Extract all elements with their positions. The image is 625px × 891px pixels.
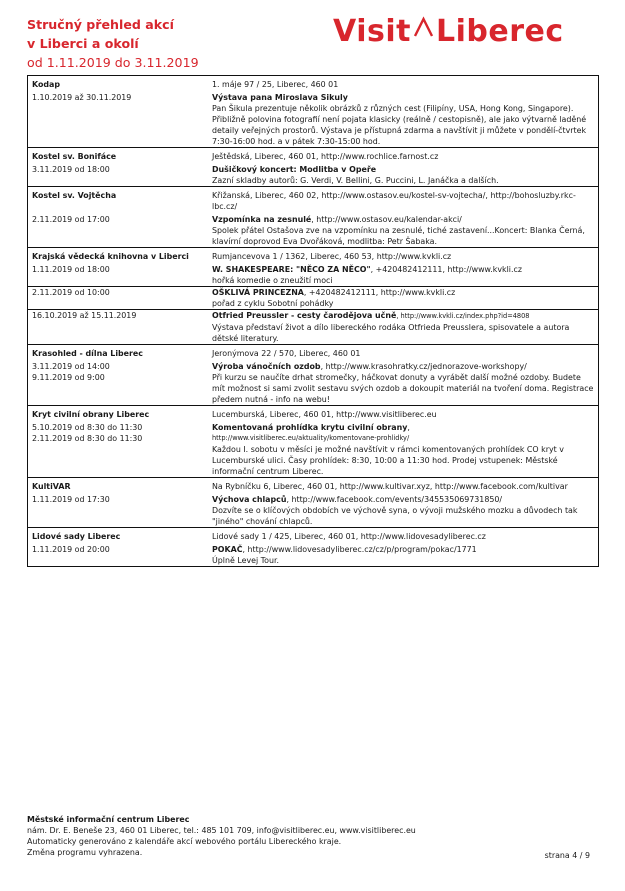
venue-row	[28, 478, 599, 495]
event-title: Výchova chlapců	[212, 495, 287, 504]
event-title: W. SHAKESPEARE: "NĚCO ZA NĚCO"	[212, 265, 371, 274]
event-info-cell	[208, 214, 599, 248]
venue-name-cell	[28, 478, 209, 495]
event-title-line	[212, 494, 594, 505]
event-description: Pan Šikula prezentuje několik obrázků z různých cest (Filipíny, USA, Hong Kong, Singapore). Přibližně polovina fotografií není pojata klasicky (reálně / cestopisně), ale jako výtvarně laděné detaily veřejných prostorů. Výstava je přístupná zdarma a navštívit ji můžete v pondělí-čtvrtek 7:30-16:00 hod. a v pátek 7:30-15:00 hod.	[212, 104, 587, 146]
venue-name: Krajská vědecká knihovna v Liberci	[32, 252, 189, 261]
venue-address-cell	[208, 248, 599, 265]
event-title-line	[212, 264, 594, 275]
event-contact: , http://www.lidovesadyliberec.cz/cz/p/program/pokac/1771	[242, 545, 477, 554]
event-info-cell	[208, 422, 599, 478]
event-date: 5.10.2019 od 8:30 do 11:30	[32, 423, 143, 432]
title-line-2: v Liberci a okolí	[27, 36, 139, 51]
event-title-line	[212, 164, 594, 175]
venue-row	[28, 187, 599, 215]
venue-address: Křižanská, Liberec, 460 02, http://www.ostasov.eu/kostel-sv-vojtecha/, http://bohosluzby.rkc-lbc.cz/	[212, 191, 576, 211]
venue-name: Krasohled - dílna Liberec	[32, 349, 143, 358]
title-line-1: Stručný přehled akcí	[27, 17, 174, 32]
event-row	[28, 422, 599, 478]
event-title: POKAČ	[212, 545, 243, 554]
event-title-line	[212, 422, 594, 433]
venue-row	[28, 76, 599, 93]
event-date-cell	[28, 214, 209, 248]
event-description: Úplně Levej Tour.	[212, 556, 280, 565]
event-info-cell	[208, 287, 599, 310]
event-date-secondary: 2.11.2019 od 8:30 do 11:30	[32, 434, 143, 443]
event-date-cell	[28, 544, 209, 567]
venue-address-cell	[208, 76, 599, 93]
footer-disclaimer: Změna programu vyhrazena.	[27, 848, 143, 857]
event-title-line	[212, 214, 594, 225]
venue-row	[28, 248, 599, 265]
event-contact: , +420482412111, http://www.kvkli.cz	[303, 288, 456, 297]
venue-address: 1. máje 97 / 25, Liberec, 460 01	[212, 80, 339, 89]
event-date: 3.11.2019 od 18:00	[32, 165, 110, 174]
event-description: Výstava představí život a dílo libereckého rodáka Otfrieda Preusslera, spisovatele a autora dětské literatury.	[212, 323, 570, 343]
footer-contact: nám. Dr. E. Beneše 23, 460 01 Liberec, tel.: 485 101 709, info@visitliberec.eu, www.visitliberec.eu	[27, 826, 416, 835]
venue-address-cell	[208, 187, 599, 215]
event-description: Zazní skladby autorů: G. Verdi, V. Bellini, G. Puccini, L. Janáčka a dalších.	[212, 176, 499, 185]
event-date: 1.11.2019 od 20:00	[32, 545, 110, 554]
event-title-line	[212, 310, 594, 322]
event-date-cell	[28, 310, 209, 345]
venue-name-cell	[28, 406, 209, 423]
event-date: 3.11.2019 od 14:00	[32, 362, 110, 371]
event-info-cell	[208, 164, 599, 187]
event-title: Komentovaná prohlídka krytu civilní obrany	[212, 423, 408, 432]
footer-organization: Městské informační centrum Liberec	[27, 815, 190, 824]
venue-address-cell	[208, 528, 599, 545]
venue-name: Lidové sady Liberec	[32, 532, 121, 541]
event-date-secondary: 9.11.2019 od 9:00	[32, 373, 105, 382]
event-description: Dozvíte se o klíčových obdobích ve výchově syna, o vývoji mužského mozku a důvodech tak "jiného" chování chlapců.	[212, 506, 578, 526]
event-row	[28, 214, 599, 248]
event-title: Vzpomínka na zesnulé	[212, 215, 312, 224]
venue-row	[28, 528, 599, 545]
venue-address: Ještědská, Liberec, 460 01, http://www.rochlice.farnost.cz	[212, 152, 439, 161]
event-info-cell	[208, 361, 599, 406]
logo-text-visit: Visit	[333, 14, 411, 49]
venue-name-cell	[28, 345, 209, 362]
logo-caret-icon	[413, 12, 434, 42]
event-row	[28, 361, 599, 406]
event-date: 16.10.2019 až 15.11.2019	[32, 311, 137, 320]
venue-row	[28, 345, 599, 362]
event-title-line	[212, 544, 594, 555]
event-title-line	[212, 361, 594, 372]
event-date-cell	[28, 422, 209, 478]
event-row	[28, 92, 599, 148]
event-info-cell	[208, 544, 599, 567]
events-table	[27, 75, 599, 567]
event-date: 2.11.2019 od 17:00	[32, 215, 110, 224]
venue-address: Jeronýmova 22 / 570, Liberec, 460 01	[212, 349, 361, 358]
venue-row	[28, 406, 599, 423]
venue-name-cell	[28, 187, 209, 215]
venue-address-cell	[208, 345, 599, 362]
venue-name-cell	[28, 248, 209, 265]
event-date-cell	[28, 361, 209, 406]
event-date: 2.11.2019 od 10:00	[32, 288, 110, 297]
event-contact: , http://www.ostasov.eu/kalendar-akci/	[311, 215, 462, 224]
venue-address-cell	[208, 478, 599, 495]
logo-text-liberec: Liberec	[435, 14, 564, 49]
event-row	[28, 164, 599, 187]
event-url: http://www.visitliberec.eu/aktuality/komentovane-prohlidky/	[212, 434, 410, 442]
event-row	[28, 544, 599, 567]
venue-row	[28, 148, 599, 165]
event-row	[28, 310, 599, 345]
event-title: Výstava pana Miroslava Sikuly	[212, 93, 348, 102]
event-contact: ,	[407, 423, 410, 432]
event-date-cell	[28, 287, 209, 310]
event-date: 1.11.2019 od 17:30	[32, 495, 110, 504]
event-description: pořad z cyklu Sobotní pohádky	[212, 299, 334, 308]
event-row	[28, 494, 599, 528]
event-info-cell	[208, 264, 599, 287]
event-info-cell	[208, 310, 599, 345]
venue-address: Lidové sady 1 / 425, Liberec, 460 01, http://www.lidovesadyliberec.cz	[212, 532, 486, 541]
venue-name: Kostel sv. Vojtěcha	[32, 191, 117, 200]
event-date-cell	[28, 92, 209, 148]
event-title-line	[212, 287, 594, 298]
venue-name: Kryt civilní obrany Liberec	[32, 410, 150, 419]
venue-address: Lucemburská, Liberec, 460 01, http://www.visitliberec.eu	[212, 410, 437, 419]
event-description: Každou I. sobotu v měsíci je možné navštívit v rámci komentovaných prohlídek CO kryt v Lucemburské ulici. Časy prohlídek: 8:30, 10:00 a 11:30 hod. Prodej vstupenek: Městské informační centrum Liberec.	[212, 445, 564, 476]
event-title-line	[212, 92, 594, 103]
event-contact: , http://www.facebook.com/events/345535069731850/	[286, 495, 503, 504]
event-row	[28, 264, 599, 287]
event-description: hořká komedie o zneužití moci	[212, 276, 333, 285]
venue-name: Kodap	[32, 80, 61, 89]
page-number: strana 4 / 9	[544, 851, 590, 860]
venue-name-cell	[28, 76, 209, 93]
venue-name: Kostel sv. Bonifáce	[32, 152, 117, 161]
venue-name-cell	[28, 148, 209, 165]
document-title	[27, 15, 199, 72]
event-contact: , +420482412111, http://www.kvkli.cz	[370, 265, 522, 274]
page-header	[0, 0, 625, 75]
event-title: Výroba vánočních ozdob	[212, 362, 321, 371]
event-title: Dušičkový koncert: Modlitba v Opeře	[212, 165, 377, 174]
event-date-cell	[28, 164, 209, 187]
event-date: 1.11.2019 od 18:00	[32, 265, 110, 274]
event-date-cell	[28, 494, 209, 528]
venue-name-cell	[28, 528, 209, 545]
visit-liberec-logo	[333, 12, 564, 52]
footer-generated-note: Automaticky generováno z kalendáře akcí webového portálu Libereckého kraje.	[27, 837, 342, 846]
event-info-cell	[208, 92, 599, 148]
event-date-cell	[28, 264, 209, 287]
venue-address: Rumjancevova 1 / 1362, Liberec, 460 53, http://www.kvkli.cz	[212, 252, 452, 261]
event-info-cell	[208, 494, 599, 528]
venue-address-cell	[208, 406, 599, 423]
event-description: Spolek přátel Ostašova zve na vzpomínku na zesnulé, tiché zastavení...Koncert: Blanka Černá, klavírní doprovod Eva Dvořáková, modlitba: Petr Šabaka.	[212, 226, 585, 246]
venue-address: Na Rybníčku 6, Liberec, 460 01, http://www.kultivar.xyz, http://www.facebook.com/kultivar	[212, 482, 568, 491]
venue-address-cell	[208, 148, 599, 165]
event-contact: , http://www.krasohratky.cz/jednorazove-workshopy/	[320, 362, 527, 371]
event-row	[28, 287, 599, 310]
page-footer	[27, 814, 599, 858]
event-contact: , http://www.kvkli.cz/index.php?id=4808	[396, 312, 530, 320]
event-title: Otfried Preussler - cesty čarodějova učně	[212, 311, 397, 320]
event-description: Při kurzu se naučíte drhat stromečky, háčkovat donuty a vyrábět další možné ozdoby. Budete mít možnost si sami zvolit sestavu svých ozdob a dokoupit materiál na tvoření doma. Registrace předem nutná - info na webu!	[212, 373, 594, 404]
event-date: 1.10.2019 až 30.11.2019	[32, 93, 132, 102]
title-date-range: od 1.11.2019 do 3.11.2019	[27, 55, 199, 70]
event-title: OŠKLIVÁ PRINCEZNA	[212, 288, 304, 297]
venue-name: KultiVAR	[32, 482, 71, 491]
